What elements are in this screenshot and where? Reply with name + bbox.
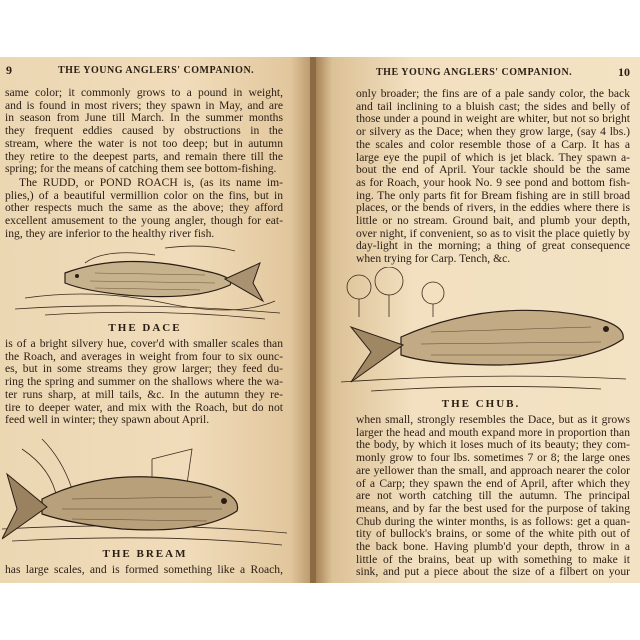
bream-illustration bbox=[2, 429, 292, 547]
text-line: spring; for the means of catching them see bottom-fishing. bbox=[5, 162, 277, 176]
right-page bbox=[316, 57, 640, 583]
text-line: the Roach, and averages in weight from four to six ounc- bbox=[5, 349, 283, 363]
text-line: ring the spring and summer on the shallows where the wa- bbox=[5, 375, 283, 389]
text-line: The RUDD, or POND ROACH is, (as its name im- bbox=[19, 176, 283, 189]
open-book bbox=[0, 57, 640, 583]
text-line: means, and by far the best used for the purpose of taking bbox=[356, 501, 630, 515]
text-line: has large scales, and is formed something like a Roach, bbox=[5, 563, 283, 576]
left-page bbox=[0, 57, 312, 583]
paragraph bbox=[5, 177, 283, 241]
text-line: tire to deeper water, and mix with the Roach, but do not bbox=[5, 400, 283, 414]
text-line: the back bone. Having plumb'd your depth, throw in a bbox=[356, 540, 630, 554]
text-line: when trying for Carp. Tench, &c. bbox=[356, 252, 511, 266]
text-line: are yellower than the small, and approach nearer the color bbox=[356, 463, 630, 477]
text-line: of a Carp; they spawn the end of April, after which they bbox=[356, 476, 630, 490]
text-line: bout the end of April. Your tackle should be the same bbox=[356, 163, 630, 177]
text-line: monly grow to four lbs. sometimes 7 or 8; the large ones bbox=[356, 451, 630, 465]
text-line: in season from June till March. In the summer months bbox=[5, 111, 283, 125]
text-line: other respects much the same as the above; they afford bbox=[5, 201, 283, 215]
text-line: and tail inclining to a bluish cast; the sides and belly of bbox=[356, 99, 630, 113]
text-line: stream, where the water is not too deep; but in autumn bbox=[5, 136, 283, 150]
page-number: 9 bbox=[6, 63, 12, 77]
text-line: es, but in some streams they grow larger; they feed du- bbox=[5, 362, 283, 376]
paragraph bbox=[5, 564, 283, 577]
text-line: excellent amusement to the young angler, though for eat- bbox=[5, 214, 283, 228]
text-line: and is found in most rivers; they spawn in May, and are bbox=[5, 98, 283, 112]
text-line: places, or the bends of rivers, in the eddies where there is bbox=[356, 201, 630, 215]
text-line: they retire to the deepest parts, and remain there till the bbox=[5, 149, 283, 163]
text-line: are not worth catching till the autumn. The principal bbox=[356, 489, 630, 503]
text-line: is of a bright silvery hue, cover'd with smaller scales than bbox=[5, 337, 283, 350]
text-line: over night, if convenient, so as to visit the place quietly by bbox=[356, 226, 630, 240]
paragraph bbox=[5, 87, 283, 176]
text-line: same color; it commonly grows to a pound in weight, bbox=[5, 86, 283, 99]
text-line: plies,) of a beautiful vermillion color on the fins, but in bbox=[5, 188, 283, 202]
caption-the-dace: THE DACE bbox=[108, 322, 182, 334]
chub-illustration bbox=[341, 267, 631, 395]
text-line: the body, by which it loses much of its beauty; they com- bbox=[356, 438, 630, 452]
dace-illustration bbox=[15, 243, 285, 321]
text-line: little of the brains, beat up with something to make it bbox=[356, 552, 630, 566]
text-line: feed well in winter; they spawn about April. bbox=[5, 413, 210, 427]
text-line: the scales and color resemble those of a Carp. It has a bbox=[356, 137, 630, 151]
text-line: those under a pound in weight are whiter, but not so bright bbox=[356, 112, 630, 126]
text-line: larger the head and mouth expand more in proportion than bbox=[356, 425, 630, 439]
running-header: THE YOUNG ANGLERS' COMPANION. bbox=[376, 67, 573, 78]
running-header: THE YOUNG ANGLERS' COMPANION. bbox=[58, 65, 255, 76]
text-line: little or no stream. Ground bait, and plumb your depth, bbox=[356, 214, 630, 228]
text-line: only broader; the fins are of a pale sandy color, the back bbox=[356, 87, 630, 100]
paragraph bbox=[356, 414, 630, 579]
text-line: as for Roach, your hook No. 9 see pond and bottom fish- bbox=[356, 175, 630, 189]
caption-the-chub: THE CHUB. bbox=[441, 398, 521, 410]
paragraph bbox=[5, 338, 283, 427]
text-line: ing, they are inferior to the healthy river fish. bbox=[5, 226, 215, 240]
text-line: large eye the pupil of which is jet black. They spawn a- bbox=[356, 150, 630, 164]
text-line: ter runs sharp, at mill tails, &c. In the autumn they re- bbox=[5, 387, 283, 401]
text-line: day-light in the morning; a thing of great consequence bbox=[356, 239, 630, 253]
text-line: when small, strongly resembles the Dace, but as it grows bbox=[356, 413, 630, 426]
text-line: sink, and put a piece about the size of a filbert on your bbox=[356, 565, 630, 579]
text-line: tity of bullock's brains, or some of the white pith out of bbox=[356, 527, 630, 541]
caption-the-bream: THE BREAM bbox=[102, 548, 188, 560]
page-number: 10 bbox=[618, 65, 630, 79]
paragraph bbox=[356, 88, 630, 266]
text-line: ing. The only parts fit for Bream fishing are in still broad bbox=[356, 188, 630, 202]
text-line: Chub during the winter months, is as follows: get a quan- bbox=[356, 514, 630, 528]
text-line: they frequent eddies caused by obstructions in the bbox=[5, 124, 283, 138]
text-line: or silvery as the Dace; when they grow large, (say 4 lbs.) bbox=[356, 125, 630, 139]
